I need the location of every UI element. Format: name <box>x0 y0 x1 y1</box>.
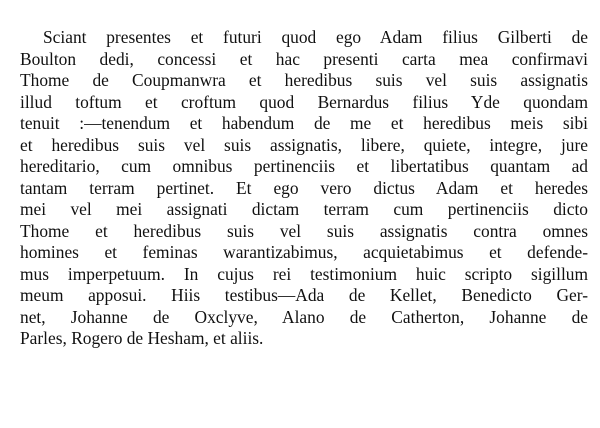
paragraph-line: Thome et heredibus suis vel suis assignatis contra omnes <box>20 220 588 241</box>
paragraph-line: et heredibus suis vel suis assignatis, libere, quiete, integre, jure <box>20 134 588 155</box>
paragraph-line: tantam terram pertinet. Et ego vero dictus Adam et heredes <box>20 177 588 198</box>
paragraph-line: Sciant presentes et futuri quod ego Adam filius Gilberti de <box>43 27 588 47</box>
paragraph-line: mei vel mei assignati dictam terram cum pertinenciis dicto <box>20 199 588 219</box>
paragraph-line: tenuit :—tenendum et habendum de me et heredibus meis sibi <box>20 113 588 133</box>
paragraph-line: homines et feminas warantizabimus, acquietabimus et defende- <box>20 242 588 262</box>
charter-paragraph <box>20 27 588 350</box>
paragraph-line: meum apposui. Hiis testibus—Ada de Kellet, Benedicto Ger- <box>20 285 588 305</box>
paragraph-line: Boulton dedi, concessi et hac presenti carta mea confirmavi <box>20 48 588 69</box>
paragraph-line: Thome de Coupmanwra et heredibus suis vel suis assignatis <box>20 70 588 90</box>
paragraph-line: hereditario, cum omnibus pertinenciis et libertatibus quantam ad <box>20 156 588 176</box>
paragraph-line: illud toftum et croftum quod Bernardus filius Yde quondam <box>20 91 588 112</box>
paragraph-line: net, Johanne de Oxclyve, Alano de Catherton, Johanne de <box>20 306 588 327</box>
paragraph-line: mus imperpetuum. In cujus rei testimonium huic scripto sigillum <box>20 263 588 284</box>
paragraph-line: Parles, Rogero de Hesham, et aliis. <box>20 328 264 348</box>
